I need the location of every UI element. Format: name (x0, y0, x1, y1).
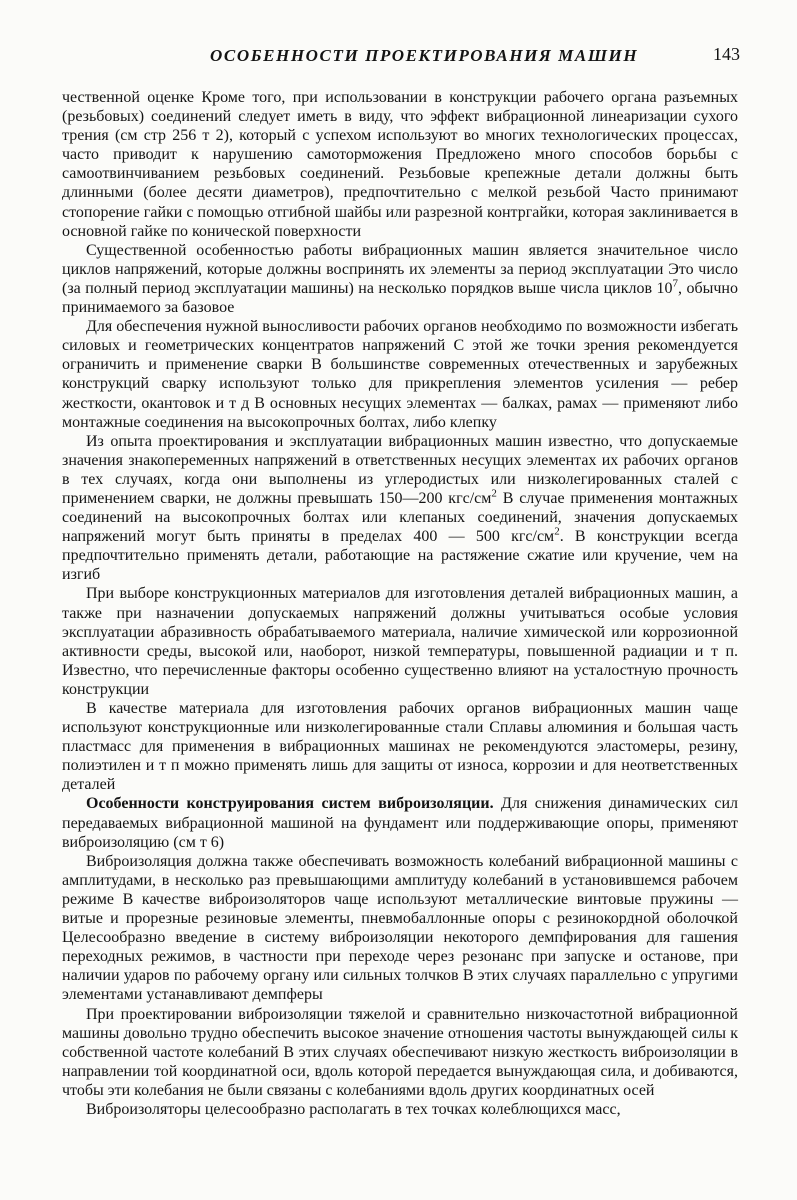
running-header (60, 46, 740, 74)
paragraph-text: . В конструкции всегда предпочтительно применять детали, работающие на растяжение сжатие или кручение, чем на изгиб (62, 528, 738, 584)
paragraph-2 (62, 241, 738, 317)
paragraph-text: , обычно принимаемого за базовое (62, 279, 738, 317)
section-heading: Особенности конструирования систем виброизоляции. (86, 795, 494, 813)
running-title: ОСОБЕННОСТИ ПРОЕКТИРОВАНИЯ МАШИН (210, 46, 639, 65)
body-text (62, 88, 738, 1119)
exponent: 2 (491, 487, 497, 500)
paragraph-1 (62, 88, 738, 241)
paragraph-text: При выборе конструкционных материалов для изготовления деталей вибрационных машин, а также при назначении допускаемых напряжений должны учитываться особые условия эксплуатации абразивность обрабатываемого материала, наличие химической или коррозионной активности среды, высокой или, наоборот, низкой температуры, повышенной радиации и т п. Известно, что перечисленные факторы особенно существенно влияют на усталостную прочность конструкции (62, 585, 738, 698)
exponent: 7 (672, 277, 679, 290)
paragraph-6 (62, 699, 738, 794)
paragraph-text: В качестве материала для изготовления рабочих органов вибрационных машин чаще используют конструкционные или низколегированные стали Сплавы алюминия и большая часть пластмасс для применения в вибрационных машинах не рекомендуются эластомеры, резину, полиэтилен и т п можно применять лишь для защиты от износа, коррозии и для неответственных деталей (62, 700, 738, 794)
paragraph-text: В случае применения монтажных соединений на высокопрочных болтах или клепаных соединений, значения допускаемых напряжений могут быть приняты в пределах 400 — 500 кгс/см (62, 489, 738, 546)
paragraph-text: Виброизоляторы целесообразно располагать в тех точках колеблющихся масс, (86, 1100, 621, 1118)
paragraph-text: чественной оценке Кроме того, при использовании в конструкции рабочего органа разъемных (резьбовых) соединений следует иметь в виду, что эффект вибрационной линеаризации сухого трения (см стр 256 т 2), который с успехом используют во многих технологических процессах, часто приводит к нарушению самоторможения Предложено много способов борьбы с самоотвинчиванием резьбовых соединений. Резьбовые крепежные детали должны быть длинными (более десяти диаметров), предпочтительно с мелкой резьбой Часто принимают стопорение гайки с помощью отгибной шайбы или разрезной контргайки, которая заклинивается в основной гайке по конической поверхности (62, 89, 738, 240)
paragraph-text: Виброизоляция должна также обеспечивать возможность колебаний вибрационной машины с амплитудами, в несколько раз превышающими амплитуду колебаний в установившемся рабочем режиме В качестве виброизоляторов чаще используют металлические винтовые пружины — витые и прорезные резиновые элементы, пневмобаллонные опоры с резинокордной оболочкой Целесообразно введение в систему виброизоляции некоторого демпфирования для гашения переходных режимов, в частности при переходе через резонанс при запуске и останове, при наличии ударов по рабочему органу или сильных толчков В этих случаях параллельно с упругими элементами устанавливают демпферы (62, 852, 738, 1004)
paragraph-4 (62, 432, 738, 585)
paragraph-5 (62, 584, 738, 699)
paragraph-text: Для снижения динамических сил передаваемых вибрационной машиной на фундамент или поддерживающие опоры, применяют виброизоляцию (см т 6) (62, 795, 739, 851)
paragraph-text: Для обеспечения нужной выносливости рабочих органов необходимо по возможности избегать силовых и геометрических концентратов напряжений С этой же точки зрения рекомендуется ограничить и применение сварки В большинстве современных отечественных и зарубежных конструкций сварку используют только для прикрепления элементов усиления — ребер жесткости, окантовок и т д В основных несущих элементах — балках, рамах — применяют либо монтажные соединения на высокопрочных болтах, либо клепку (62, 318, 738, 431)
paragraph-9 (62, 1005, 738, 1100)
paragraph-text: При проектировании виброизоляции тяжелой и сравнительно низкочастотной вибрационной машины довольно трудно обеспечить высокое значение отношения частоты вынуждающей силы к собственной частоте колебаний В этих случаях обеспечивают низкую жесткость виброизоляции в направлении той координатной оси, вдоль которой передается вынуждающая сила, и добиваются, чтобы эти колебания не были связаны с колебаниями вдоль других координатных осей (62, 1005, 738, 1099)
paragraph-8 (62, 852, 738, 1005)
paragraph-10 (62, 1100, 738, 1119)
page-number: 143 (713, 44, 740, 64)
paragraph-7 (62, 794, 738, 851)
exponent: 2 (554, 525, 560, 538)
paragraph-text: Из опыта проектирования и эксплуатации вибрационных машин известно, что допускаемые значения знакопеременных напряжений в ответственных несущих элементах их рабочих органов в тех случаях, когда они выполнены из углеродистых или низколегированных сталей с применением сварки, не должны превышать 150—200 кгс/см (62, 432, 738, 507)
paragraph-text: Существенной особенностью работы вибрационных машин является значительное число циклов напряжений, которые должны воспринять их элементы за период эксплуатации Это число (за полный период эксплуатации машины) на несколько порядков выше числа циклов 10 (62, 241, 738, 297)
paragraph-3 (62, 317, 738, 432)
